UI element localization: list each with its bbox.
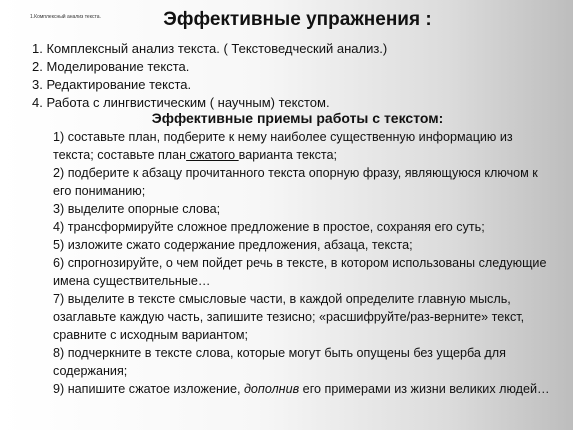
- technique-text: варианта текста;: [238, 148, 338, 162]
- technique-item: 2) подберите к абзацу прочитанного текста опорную фразу, являющуюся ключом к его пониманию;: [53, 166, 538, 198]
- technique-item: 3) выделите опорные слова;: [53, 202, 221, 216]
- technique-item: 8) подчеркните в тексте слова, которые могут быть опущены без ущерба для содержания;: [53, 346, 506, 378]
- technique-text: его примерами из жизни великих людей…: [299, 382, 550, 396]
- technique-text: 1) составьте план, подберите к нему наиболее существенную информацию из текста; составьте план: [53, 130, 513, 162]
- slide-note: 1.Комплексный анализ текста.: [30, 14, 101, 20]
- italic-word: дополнив: [243, 382, 300, 396]
- slide-title: Эффективные упражнения :: [163, 9, 432, 30]
- techniques-heading: Эффективные приемы работы с текстом:: [151, 110, 444, 126]
- technique-item: 4) трансформируйте сложное предложение в простое, сохраняя его суть;: [53, 220, 485, 234]
- exercise-item: 4. Работа с лингвистическим ( научным) текстом.: [32, 95, 330, 110]
- technique-item: [53, 128, 553, 164]
- exercise-item: 2. Моделирование текста.: [32, 59, 190, 74]
- techniques-list: [53, 128, 553, 398]
- technique-item: [53, 380, 553, 398]
- underlined-word: сжатого: [186, 148, 239, 162]
- technique-item: 6) спрогнозируйте, о чем пойдет речь в тексте, в котором использованы следующие имена существительные…: [53, 256, 547, 288]
- exercise-item: 3. Редактирование текста.: [32, 77, 192, 92]
- technique-item: 7) выделите в тексте смысловые части, в каждой определите главную мысль, озаглавьте каждую часть, запишите тезисно; «расшифруйте/раз-верните» текст, сравните с исходным вариантом;: [53, 292, 525, 342]
- exercise-list: [32, 40, 387, 112]
- technique-text: 9) напишите сжатое изложение,: [53, 382, 244, 396]
- technique-item: 5) изложите сжато содержание предложения, абзаца, текста;: [53, 238, 413, 252]
- exercise-item: 1. Комплексный анализ текста. ( Текстоведческий анализ.): [32, 41, 388, 56]
